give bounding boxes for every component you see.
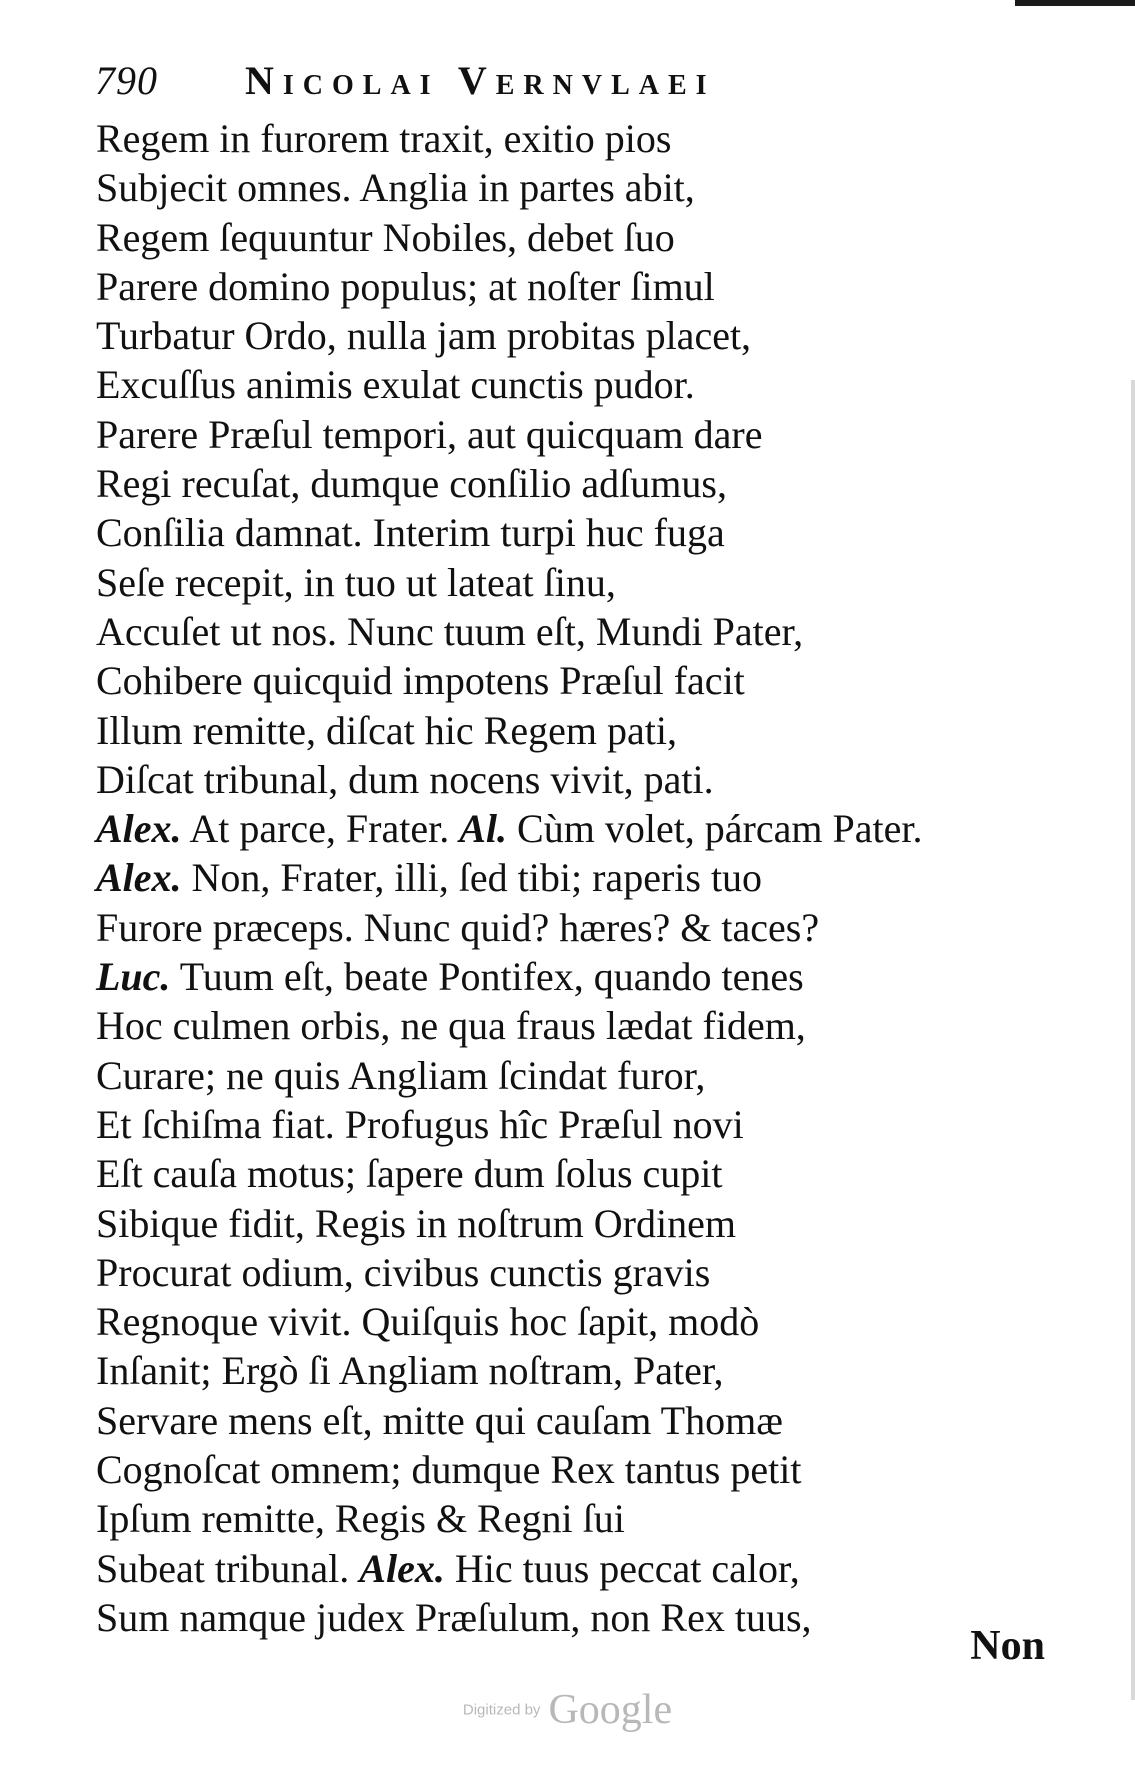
speaker-label: Alex. xyxy=(96,855,182,901)
google-logo: Google xyxy=(548,1687,673,1733)
verse-line xyxy=(96,1199,1026,1248)
verse-text: Regnoque vivit. Quiſquis hoc ſapit, modò xyxy=(96,1299,760,1345)
verse-line xyxy=(96,903,1026,952)
page-header xyxy=(95,52,995,110)
verse-text: Conſilia damnat. Interim turpi huc fuga xyxy=(96,510,725,556)
verse-text: Regem in furorem traxit, exitio pios xyxy=(96,116,672,161)
verse-text: Hoc culmen orbis, ne qua fraus lædat fidem, xyxy=(96,1003,806,1049)
verse-text: Cognoſcat omnem; dumque Rex tantus petit xyxy=(96,1447,802,1493)
verse-text: Tuum eſt, beate Pontifex, quando tenes xyxy=(179,954,804,1000)
page-edge-mark xyxy=(1015,0,1135,6)
verse-text: Furore præceps. Nunc quid? hæres? & taces? xyxy=(96,904,820,950)
verse-block xyxy=(96,114,1026,1642)
verse-line xyxy=(96,952,1026,1001)
verse-line xyxy=(96,1396,1026,1445)
verse-text: Parere Præſul tempori, aut quicquam dare xyxy=(96,411,763,457)
verse-text: Cùm volet, párcam Pater. xyxy=(517,806,923,852)
verse-line xyxy=(96,1051,1026,1100)
page-number: 790 xyxy=(95,58,158,103)
verse-text: Non, Frater, illi, ſed tibi; raperis tuo xyxy=(191,855,763,901)
watermark-prefix: Digitized by xyxy=(462,1701,541,1719)
verse-text: Sum namque judex Præſulum, non Rex tuus, xyxy=(96,1594,812,1640)
verse-line xyxy=(96,1149,1026,1198)
verse-text: Cohibere quicquid impotens Præſul facit xyxy=(96,658,745,704)
verse-text: Ipſum remitte, Regis & Regni ſui xyxy=(96,1496,625,1542)
verse-line xyxy=(96,311,1026,360)
verse-text: Servare mens eſt, mitte qui cauſam Thomæ xyxy=(96,1397,783,1443)
verse-line xyxy=(96,114,1026,163)
verse-text: Sibique fidit, Regis in noſtrum Ordinem xyxy=(96,1200,736,1246)
verse-line xyxy=(96,508,1026,557)
verse-line xyxy=(96,262,1026,311)
verse-text: Et ſchiſma fiat. Profugus hîc Præſul novi xyxy=(96,1101,744,1147)
speaker-label: Alex. xyxy=(96,806,182,852)
verse-line xyxy=(96,1593,1026,1642)
verse-text: Excuſſus animis exulat cunctis pudor. xyxy=(96,362,695,408)
verse-text: Inſanit; Ergò ſi Angliam noſtram, Pater, xyxy=(96,1348,724,1394)
verse-line xyxy=(96,360,1026,409)
verse-line xyxy=(96,1544,1026,1593)
verse-text: Seſe recepit, in tuo ut lateat ſinu, xyxy=(96,559,616,605)
verse-text: Illum remitte, diſcat hic Regem pati, xyxy=(96,707,677,753)
verse-line xyxy=(96,853,1026,902)
verse-line xyxy=(96,163,1026,212)
speaker-label: Al. xyxy=(459,806,508,852)
verse-text: Regem ſequuntur Nobiles, debet ſuo xyxy=(96,214,675,260)
running-head: Nicolai Vernvlaei xyxy=(245,58,716,103)
verse-line xyxy=(96,656,1026,705)
verse-line xyxy=(96,1445,1026,1494)
verse-text: Procurat odium, civibus cunctis gravis xyxy=(96,1249,711,1295)
verse-text: Accuſet ut nos. Nunc tuum eſt, Mundi Pater, xyxy=(96,608,804,654)
catchword: Non xyxy=(970,1623,1045,1669)
verse-text: Subeat tribunal. xyxy=(96,1545,360,1591)
verse-line xyxy=(96,558,1026,607)
verse-text: At parce, Frater. xyxy=(189,806,460,852)
verse-line xyxy=(96,1248,1026,1297)
digitization-watermark xyxy=(0,1686,1135,1734)
verse-line xyxy=(96,706,1026,755)
verse-text: Turbatur Ordo, nulla jam probitas placet, xyxy=(96,313,752,359)
verse-text: Subjecit omnes. Anglia in partes abit, xyxy=(96,165,695,211)
verse-text: Parere domino populus; at noſter ſimul xyxy=(96,263,715,309)
verse-text: Diſcat tribunal, dum nocens vivit, pati. xyxy=(96,756,714,802)
verse-line xyxy=(96,459,1026,508)
verse-line xyxy=(96,755,1026,804)
verse-text: Eſt cauſa motus; ſapere dum ſolus cupit xyxy=(96,1151,723,1197)
speaker-label: Luc. xyxy=(96,954,171,1000)
verse-text: Regi recuſat, dumque conſilio adſumus, xyxy=(96,461,727,507)
verse-line xyxy=(96,1100,1026,1149)
verse-line xyxy=(96,1297,1026,1346)
verse-text: Hic tuus peccat calor, xyxy=(454,1545,800,1591)
verse-line xyxy=(96,1346,1026,1395)
verse-line xyxy=(96,213,1026,262)
verse-line xyxy=(96,607,1026,656)
verse-line xyxy=(96,804,1026,853)
verse-line xyxy=(96,1494,1026,1543)
verse-text: Curare; ne quis Angliam ſcindat furor, xyxy=(96,1052,706,1098)
speaker-label: Alex. xyxy=(359,1545,445,1591)
page-gutter-shadow xyxy=(1131,380,1135,1700)
verse-line xyxy=(96,1001,1026,1050)
verse-line xyxy=(96,410,1026,459)
